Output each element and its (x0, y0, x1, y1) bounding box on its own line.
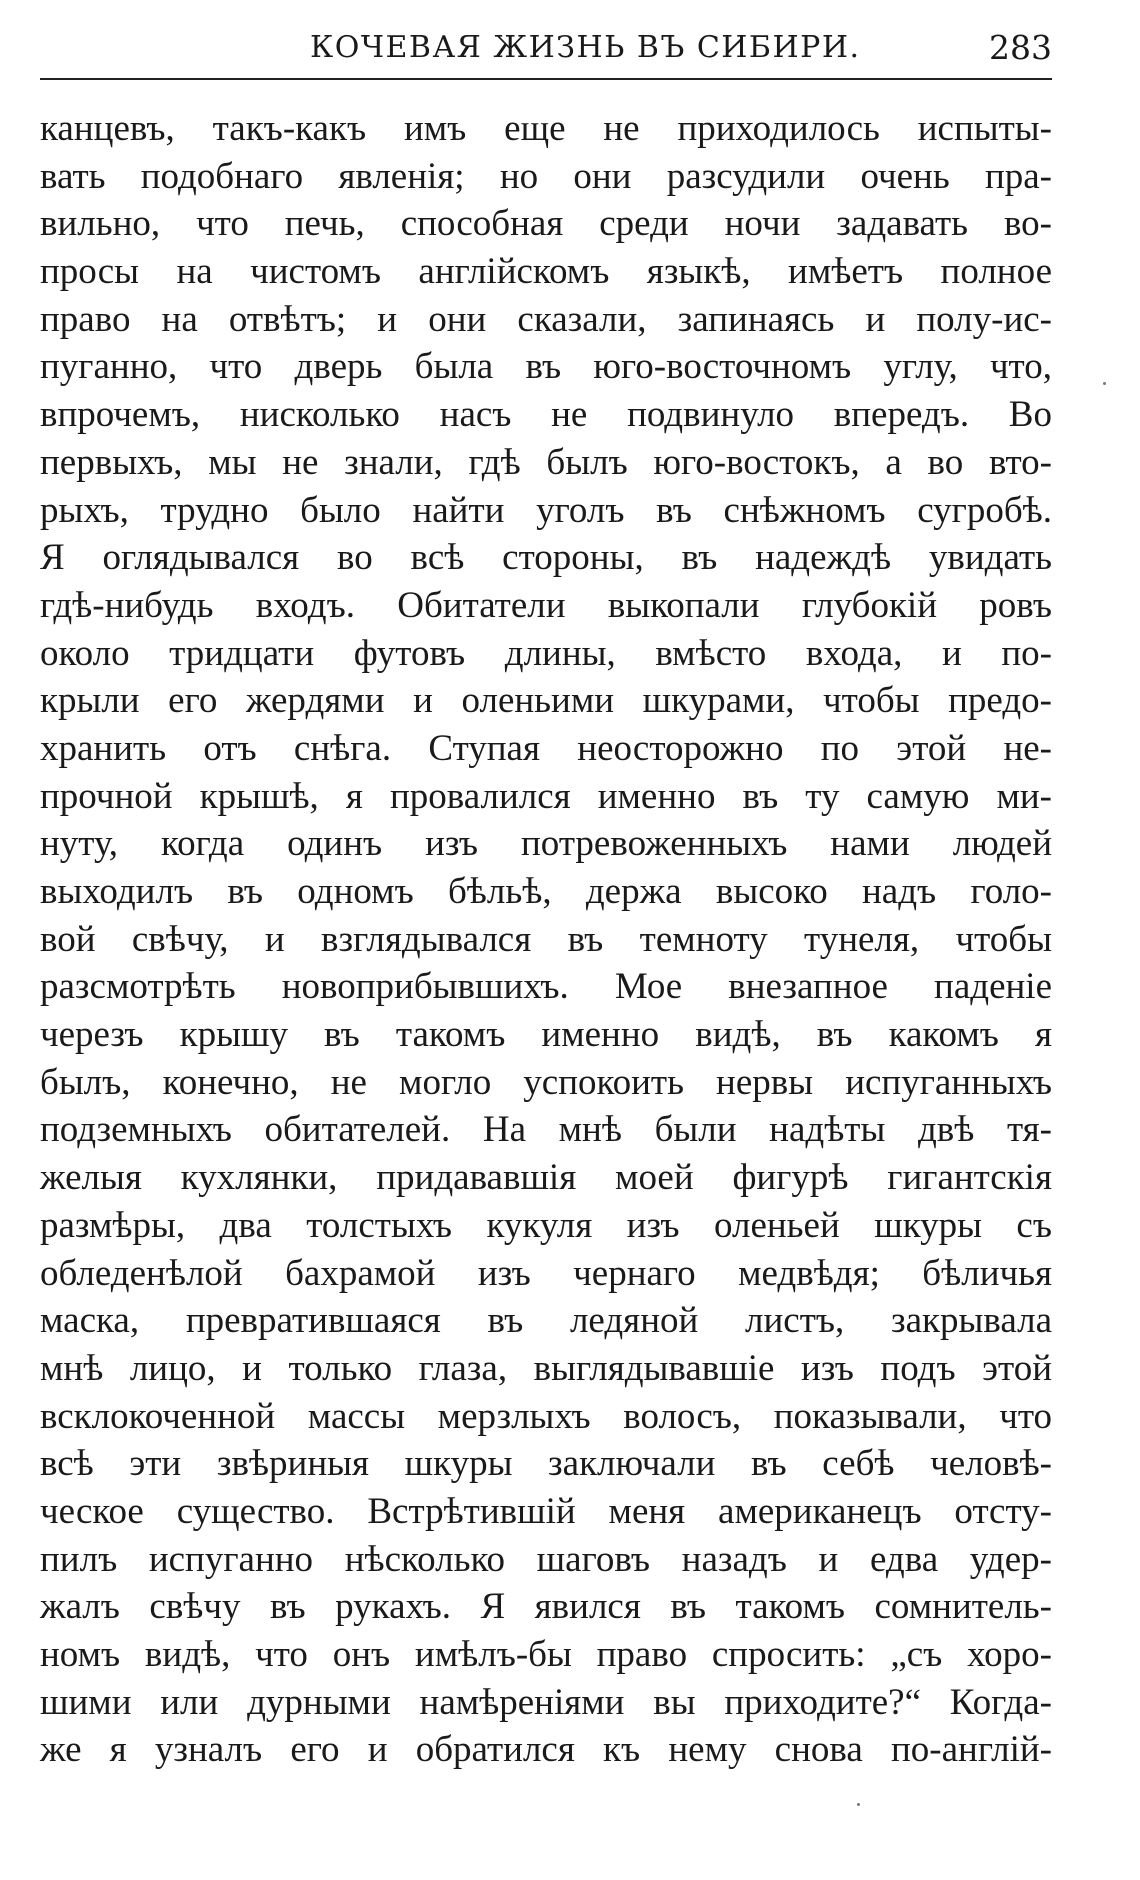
text-line: вильно, что печь, способная среди ночи задавать во- (40, 203, 1052, 245)
text-line: жалъ свѣчу въ рукахъ. Я явился въ такомъ сомнитель- (40, 1586, 1052, 1628)
text-line: шими или дурными намѣреніями вы приходите?“ Когда- (40, 1681, 1052, 1723)
text-line: выходилъ въ одномъ бѣльѣ, держа высоко надъ голо- (40, 871, 1052, 912)
text-line: рыхъ, трудно было найти уголъ въ снѣжномъ сугробѣ. (40, 489, 1052, 531)
text-line: подземныхъ обитателей. На мнѣ были надѣты двѣ тя- (40, 1109, 1052, 1151)
text-line: пилъ испуганно нѣсколько шаговъ назадъ и едва удер- (40, 1538, 1052, 1580)
text-line: всклокоченной массы мерзлыхъ волосъ, показывали, что (40, 1395, 1052, 1437)
text-line: всѣ эти звѣриныя шкуры заключали въ себѣ человѣ- (40, 1443, 1052, 1485)
text-line: разсмотрѣть новоприбывшихъ. Мое внезапное паденіе (40, 966, 1052, 1008)
text-line: мнѣ лицо, и только глаза, выглядывавшіе изъ подъ этой (40, 1347, 1052, 1389)
text-line: ческое существо. Встрѣтившій меня американецъ отсту- (40, 1490, 1052, 1532)
text-line: номъ видѣ, что онъ имѣлъ-бы право спросить: „съ хоро- (40, 1634, 1052, 1675)
text-line: же я узналъ его и обратился къ нему снова по-англій- (40, 1729, 1052, 1771)
page-number: 283 (989, 28, 1052, 67)
text-line: размѣры, два толстыхъ кукуля изъ оленьей шкуры съ (40, 1204, 1052, 1246)
text-line: крыли его жердями и оленьими шкурами, чтобы предо- (40, 680, 1052, 722)
text-line: вой свѣчу, и взглядывался въ темноту тунеля, чтобы (40, 918, 1052, 960)
text-line: канцевъ, такъ-какъ имъ еще не приходилось испыты- (40, 108, 1052, 149)
text-line: Я оглядывался во всѣ стороны, въ надеждѣ увидать (40, 537, 1052, 579)
text-line: былъ, конечно, не могло успокоить нервы испуганныхъ (40, 1061, 1052, 1103)
text-line: черезъ крышу въ такомъ именно видѣ, въ какомъ я (40, 1014, 1052, 1056)
paper-speck (1103, 382, 1106, 385)
text-line: обледенѣлой бахрамой изъ чернаго медвѣдя; бѣличья (40, 1252, 1052, 1294)
text-line: желыя кухлянки, придававшія моей фигурѣ гигантскія (40, 1157, 1052, 1199)
paper-speck (857, 1803, 860, 1806)
text-line: прочной крышѣ, я провалился именно въ ту самую ми- (40, 775, 1052, 817)
text-line: около тридцати футовъ длины, вмѣсто входа, и по- (40, 632, 1052, 674)
text-line: вать подобнаго явленія; но они разсудили очень пра- (40, 155, 1052, 197)
text-line: гдѣ-нибудь входъ. Обитатели выкопали глубокій ровъ (40, 584, 1052, 626)
text-line: маска, превратившаяся въ ледяной листъ, закрывала (40, 1300, 1052, 1342)
text-line: впрочемъ, нисколько насъ не подвинуло впередъ. Во (40, 394, 1052, 436)
text-line: первыхъ, мы не знали, гдѣ былъ юго-востокъ, а во вто- (40, 441, 1052, 483)
text-line: право на отвѣтъ; и они сказали, запинаясь и полу-ис- (40, 298, 1052, 340)
body-text (40, 105, 1052, 1774)
text-line: пуганно, что дверь была въ юго-восточномъ углу, что, (40, 346, 1052, 388)
text-line: хранить отъ снѣга. Ступая неосторожно по этой не- (40, 727, 1052, 769)
running-title: КОЧЕВАЯ ЖИЗНЬ ВЪ СИБИРИ. (310, 30, 861, 65)
text-line: нуту, когда одинъ изъ потревоженныхъ нами людей (40, 823, 1052, 865)
text-line: просы на чистомъ англійскомъ языкѣ, имѣетъ полное (40, 251, 1052, 293)
header-rule (40, 78, 1052, 80)
running-head (40, 26, 1052, 72)
